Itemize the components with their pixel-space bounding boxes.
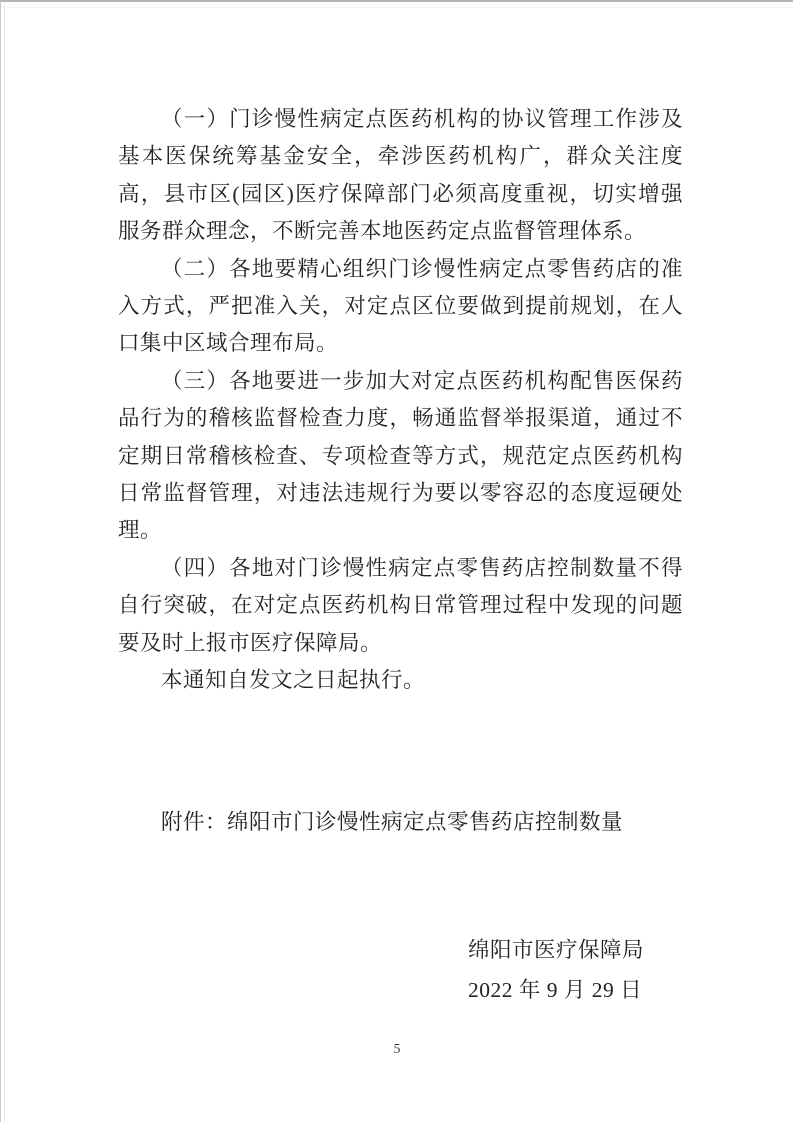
paragraph-item-3: （三）各地要进一步加大对定点医药机构配售医保药品行为的稽核监督检查力度，畅通监督举报渠道，通过不定期日常稽核检查、专项检查等方式，规范定点医药机构日常监督管理，对违法违规行为要以零容忍的态度逗硬处理。 [118,368,683,543]
paragraph-item-4: （四）各地对门诊慢性病定点零售药店控制数量不得自行突破，在对定点医药机构日常管理过程中发现的问题要及时上报市医疗保障局。 [118,555,683,655]
issue-date: 2022 年 9 月 29 日 [468,977,643,1002]
page-number: 5 [393,1041,401,1056]
paragraph-item-2: （二）各地要精心组织门诊慢性病定点零售药店的准入方式，严把准入关，对定点区位要做到提前规划，在人口集中区域合理布局。 [118,256,683,356]
attachment-line: 附件：绵阳市门诊慢性病定点零售药店控制数量 [161,809,624,834]
signature-block [468,930,683,1010]
paragraph-item-1: （一）门诊慢性病定点医药机构的协议管理工作涉及基本医保统筹基金安全，牵涉医药机构广，群众关注度高，县市区(园区)医疗保障部门必须高度重视，切实增强服务群众理念，不断完善本地医药定点监督管理体系。 [118,107,683,244]
paragraph-effective-date: 本通知自发文之日起执行。 [161,668,426,693]
document-body [118,101,683,1010]
issuer-name: 绵阳市医疗保障局 [468,937,645,962]
